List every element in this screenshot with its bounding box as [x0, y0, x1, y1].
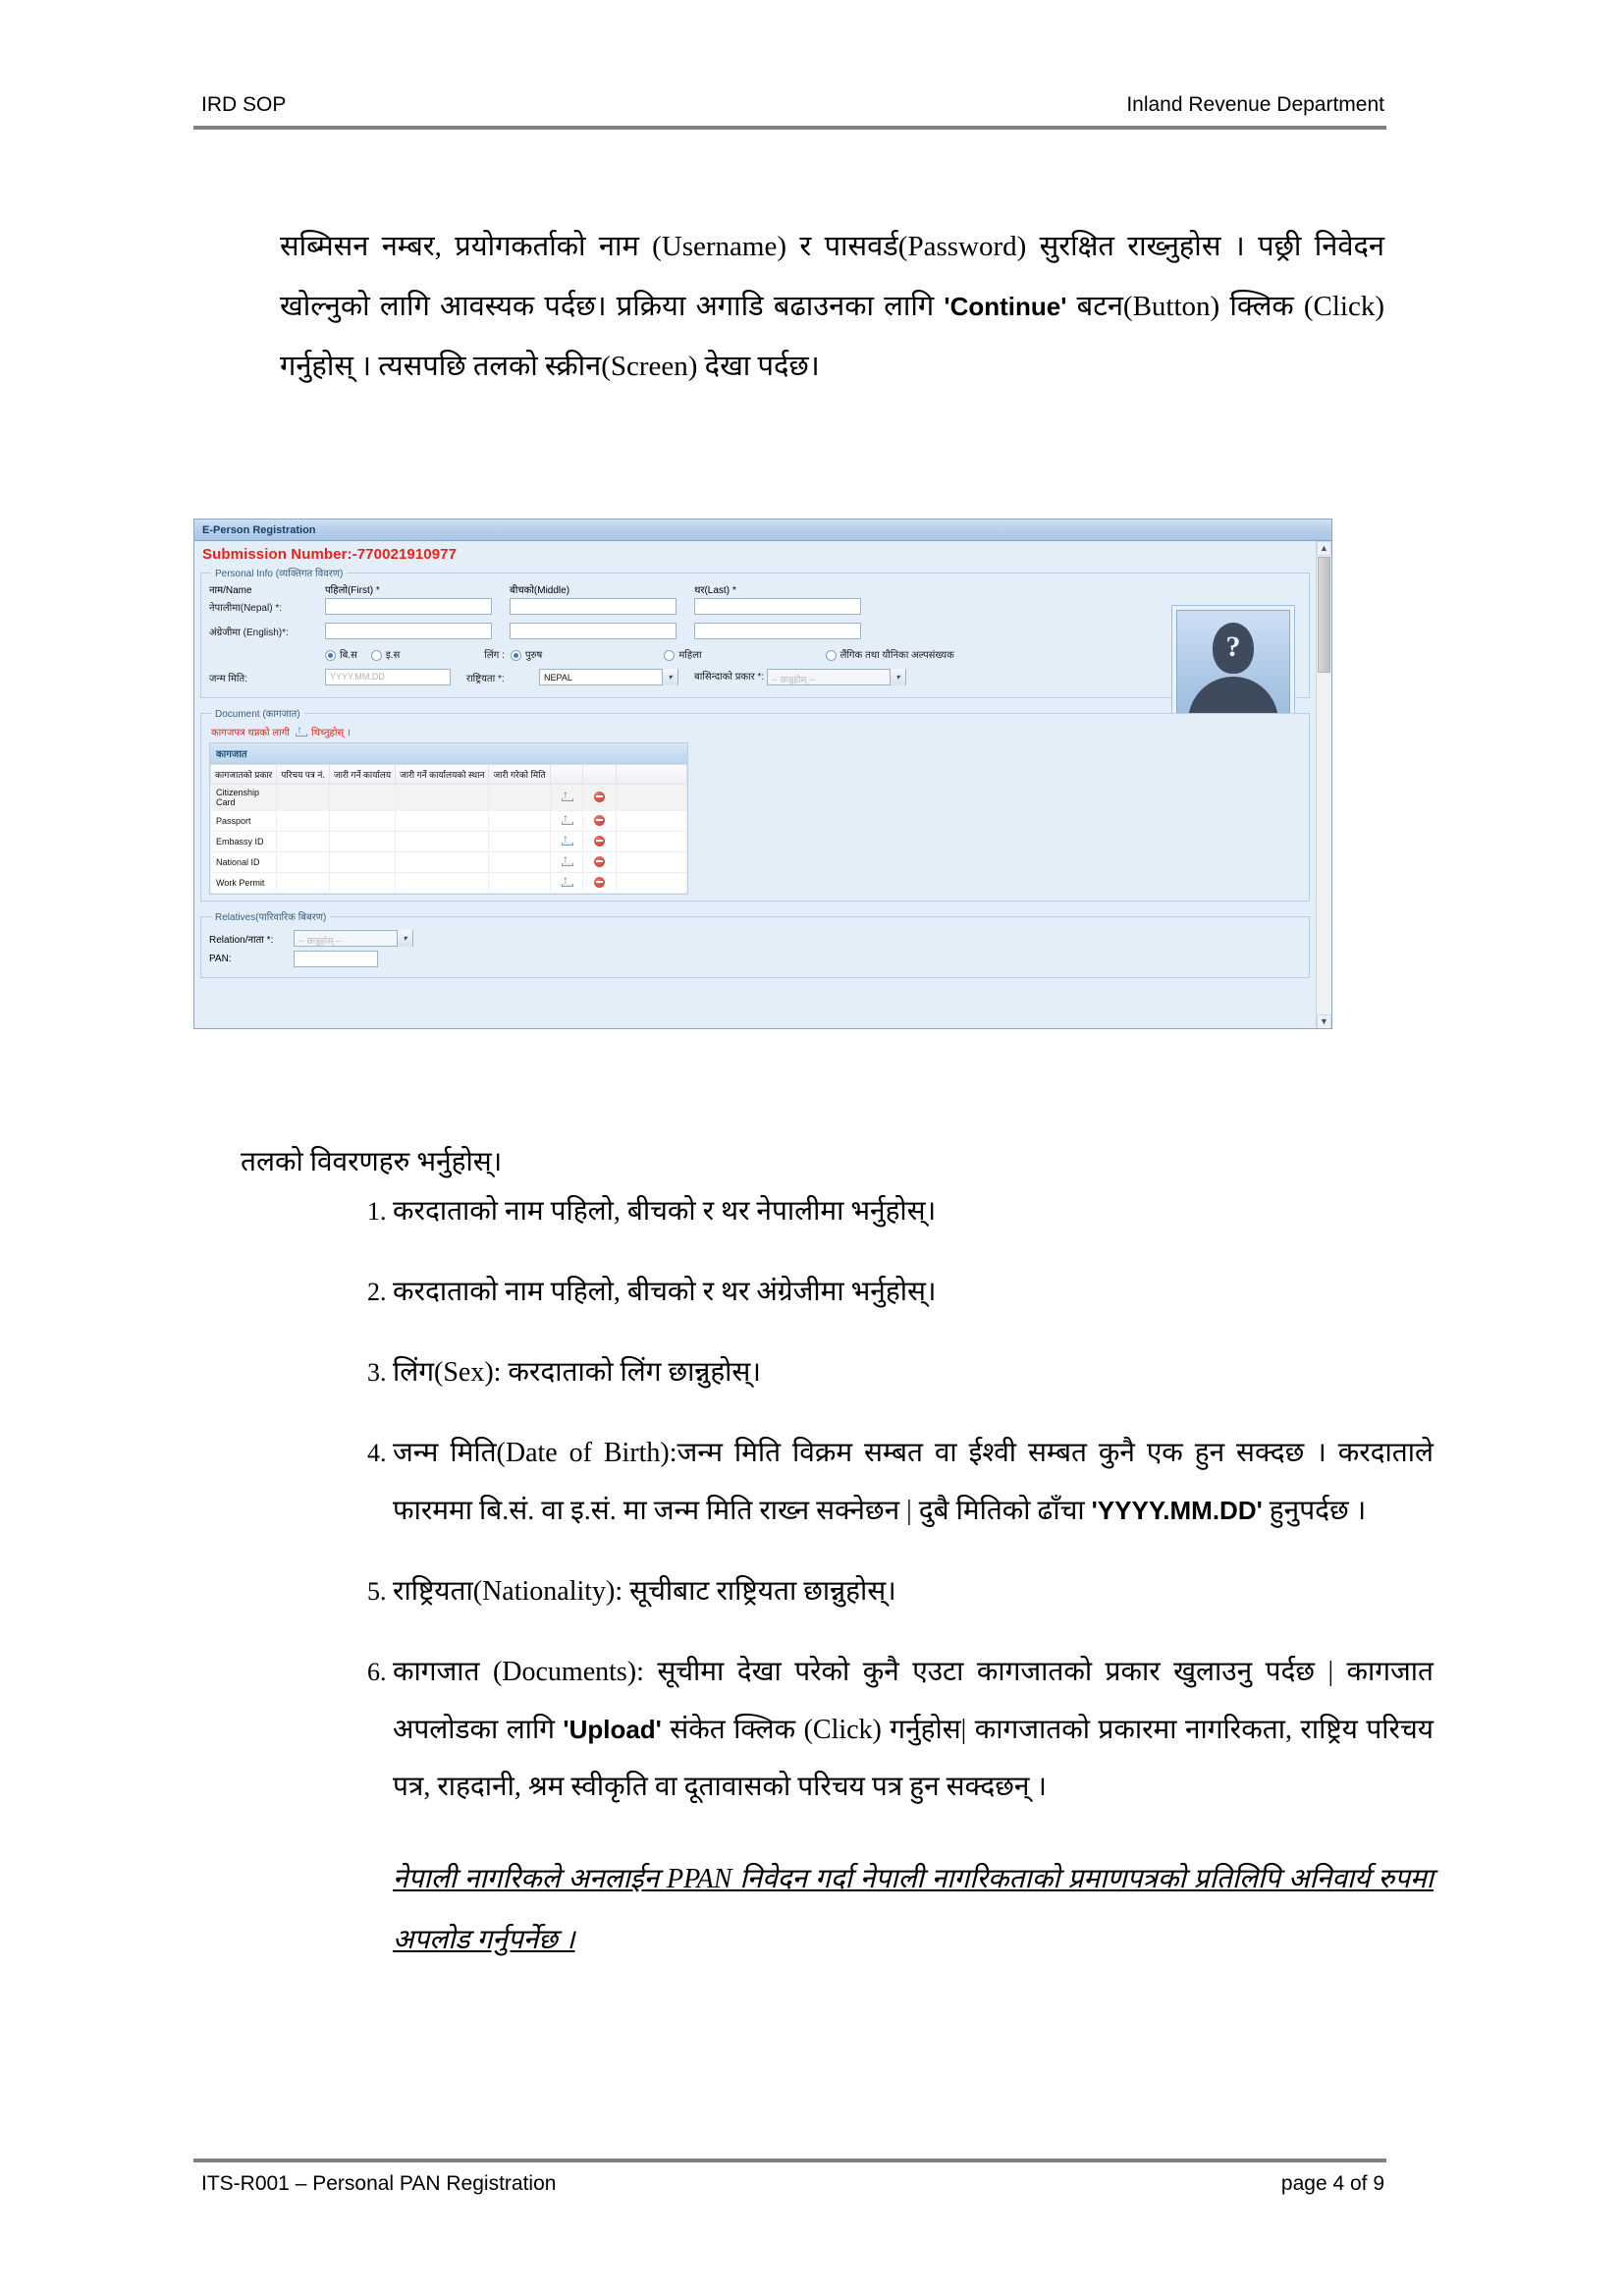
step-1-text: करदाताको नाम पहिलो, बीचको र थर नेपालीमा भर्नुहोस्।: [393, 1196, 937, 1227]
pan-row: [209, 951, 1301, 967]
row-spacer-cell: [616, 873, 686, 894]
app-content-area: [194, 541, 1316, 1029]
header-rule: [193, 126, 1386, 130]
nepali-middle-name-input[interactable]: [510, 598, 677, 615]
issuing-office-cell[interactable]: [329, 811, 395, 832]
step-6-upload-emphasis: 'Upload': [563, 1715, 662, 1744]
column-header-spacer: [616, 765, 686, 785]
upload-note-text-a: कागजपत्र थप्नको लागी: [211, 728, 291, 738]
app-screenshot: [193, 519, 1332, 1029]
list-item: [393, 1264, 1434, 1321]
issuing-place-cell[interactable]: [396, 832, 489, 852]
document-table-body: [211, 785, 687, 894]
column-header-upload: [550, 765, 583, 785]
intro-text-part2: बटन(Button) क्लिक (Click) गर्नुहोस् । त्यसपछि तलको स्क्रीन(Screen) देखा पर्दछ।: [280, 291, 1384, 382]
row-upload-cell[interactable]: [550, 873, 583, 894]
document-table-header-row: [211, 765, 687, 785]
issue-date-cell[interactable]: [489, 832, 550, 852]
upload-icon[interactable]: [561, 814, 572, 826]
question-mark-glyph: ?: [1225, 630, 1241, 663]
list-item: [393, 1644, 1434, 1971]
upload-icon[interactable]: [561, 791, 572, 802]
radio-selected-icon: [325, 650, 336, 661]
list-item: [393, 1183, 1434, 1240]
step-4-text-b: हुनुपर्दछ ।: [1262, 1496, 1367, 1526]
id-number-cell[interactable]: [277, 852, 330, 873]
row-spacer-cell: [616, 785, 686, 811]
issuing-office-cell[interactable]: [329, 852, 395, 873]
column-header-issuing-office: जारी गर्ने कार्यालय: [329, 765, 395, 785]
document-upload-note: [211, 725, 1301, 738]
continue-button-mention: 'Continue': [944, 292, 1067, 321]
footer-left-text: ITS-R001 – Personal PAN Registration: [201, 2172, 557, 2195]
issuing-place-cell[interactable]: [396, 811, 489, 832]
row-spacer-cell: [616, 832, 686, 852]
first-name-header: पहिलो(First) *: [325, 585, 380, 596]
intro-paragraph: [280, 217, 1384, 397]
sex-female-label: महिला: [678, 650, 702, 661]
step-6-text-a: कागजात (Documents): सूचीमा देखा परेको कुनै एउटा कागजातको प्रकार खुलाउनु पर्दछ | कागजात अपलोडका लागि: [393, 1657, 1434, 1745]
radio-empty-icon: [826, 650, 837, 661]
table-row[interactable]: [211, 852, 687, 873]
issue-date-cell[interactable]: [489, 852, 550, 873]
header-right-text: Inland Revenue Department: [1126, 93, 1384, 116]
row-upload-cell[interactable]: [550, 832, 583, 852]
instructions-lead: तलको विवरणहरु भर्नुहोस्।: [241, 1147, 503, 1177]
name-row-label: नाम/Name: [209, 585, 252, 596]
issue-date-cell[interactable]: [489, 785, 550, 811]
issuing-office-cell[interactable]: [329, 785, 395, 811]
table-row[interactable]: [211, 832, 687, 852]
nationality-select[interactable]: [539, 669, 678, 685]
id-number-cell[interactable]: [277, 811, 330, 832]
nationality-value: NEPAL: [544, 673, 572, 683]
english-name-label: अंग्रेजीमा (English)*:: [209, 627, 289, 638]
upload-icon[interactable]: [561, 855, 572, 867]
dob-input[interactable]: YYYY.MM.DD: [325, 669, 451, 685]
middle-name-header: बीचको(Middle): [510, 585, 570, 596]
nepali-first-name-input[interactable]: [325, 598, 492, 615]
calendar-ad-label: इ.स: [385, 650, 401, 661]
column-header-delete: [583, 765, 616, 785]
chevron-down-icon: ▾: [890, 669, 905, 685]
row-spacer-cell: [616, 811, 686, 832]
table-row[interactable]: [211, 785, 687, 811]
app-window-title: E-Person Registration: [194, 519, 1331, 541]
step-2-text: करदाताको नाम पहिलो, बीचको र थर अंग्रेजीमा भर्नुहोस्।: [393, 1277, 937, 1307]
column-header-issuing-place: जारी गर्ने कार्यालयको स्थान: [396, 765, 489, 785]
id-number-cell[interactable]: [277, 832, 330, 852]
english-name-row: [209, 623, 1301, 639]
list-item: [393, 1344, 1434, 1401]
english-first-name-input[interactable]: [325, 623, 492, 639]
document-group: [200, 706, 1310, 902]
sex-male-radio[interactable]: [511, 647, 542, 661]
id-number-cell[interactable]: [277, 873, 330, 894]
doc-type-cell: Passport: [211, 811, 277, 832]
chevron-down-icon: ▾: [397, 930, 412, 947]
doc-type-cell: National ID: [211, 852, 277, 873]
issue-date-cell[interactable]: [489, 873, 550, 894]
upload-icon[interactable]: [561, 835, 572, 847]
sex-other-label: लैंगिक तथा यौनिका अल्पसंख्यक: [839, 650, 954, 661]
last-name-header: थर(Last) *: [694, 585, 736, 596]
step-6-text-b: संकेत क्लिक (Click) गर्नुहोस| कागजातको प्रकारमा नागरिकता, राष्ट्रिय परिचय पत्र, राहदानी, श्रम स्वीकृति वा दूतावासको परिचय पत्र हुन सक्दछन् ।: [393, 1715, 1434, 1802]
nepali-name-row: [209, 598, 1301, 615]
issuing-place-cell[interactable]: [396, 873, 489, 894]
relation-value: -- छान्नुहोस् --: [298, 936, 342, 946]
radio-empty-icon: [371, 650, 382, 661]
issuing-place-cell[interactable]: [396, 852, 489, 873]
resident-type-label: बासिन्दाको प्रकार *:: [694, 671, 765, 683]
running-header: [201, 93, 1384, 117]
radio-empty-icon: [664, 650, 675, 661]
calendar-bs-label: बि.स: [340, 650, 357, 661]
step-4-text-a: जन्म मिति(Date of Birth):जन्म मिति विक्रम सम्बत वा ईश्वी सम्बत कुनै एक हुन सक्दछ । करदाताले फारममा बि.सं. वा इ.सं. मा जन्म मिति राख्न सक्नेछन | दुबै मितिको ढाँचा: [393, 1438, 1434, 1526]
step-5-text: राष्ट्रियता(Nationality): सूचीबाट राष्ट्रियता छान्नुहोस्।: [393, 1576, 896, 1607]
row-upload-cell[interactable]: [550, 811, 583, 832]
chevron-down-icon: ▾: [662, 669, 677, 685]
resident-type-select[interactable]: [767, 669, 906, 685]
sex-label: लिंग :: [484, 650, 505, 661]
document-table: [210, 764, 687, 894]
step-3-text: लिंग(Sex): करदाताको लिंग छान्नुहोस्।: [393, 1357, 761, 1388]
doc-type-cell: Embassy ID: [211, 832, 277, 852]
nationality-label: राष्ट्रियता *:: [466, 673, 505, 684]
relation-label: Relation/नाता *:: [209, 934, 274, 946]
calendar-ad-radio[interactable]: [371, 647, 400, 661]
mandatory-upload-note: नेपाली नागरिकले अनलाईन PPAN निवेदन गर्दा नेपाली नागरिकताको प्रमाणपत्रको प्रतिलिपि अनिवार्य रुपमा अपलोड गर्नुपर्नेछ ।: [393, 1864, 1434, 1955]
personal-info-group: [200, 566, 1310, 698]
sex-female-radio[interactable]: [664, 647, 701, 661]
delete-icon[interactable]: [594, 815, 605, 826]
nepali-last-name-input[interactable]: [694, 598, 861, 615]
header-left-text: IRD SOP: [201, 93, 287, 116]
sex-male-label: पुरुष: [524, 650, 543, 661]
row-delete-cell[interactable]: [583, 873, 616, 894]
english-middle-name-input[interactable]: [510, 623, 677, 639]
row-upload-cell[interactable]: [550, 785, 583, 811]
column-header-doc-type: कागजातको प्रकार: [211, 765, 277, 785]
column-header-id-number: परिचय पत्र नं.: [277, 765, 330, 785]
doc-type-cell: Citizenship Card: [211, 785, 277, 811]
document-legend: Document (कागजात): [215, 709, 300, 720]
dob-label: जन्म मिति:: [209, 673, 247, 684]
issue-date-cell[interactable]: [489, 811, 550, 832]
scroll-down-icon[interactable]: ▼: [1317, 1014, 1331, 1029]
row-spacer-cell: [616, 852, 686, 873]
english-last-name-input[interactable]: [694, 623, 861, 639]
upload-note-text-b: थिच्नुहोस् ।: [311, 728, 351, 738]
running-footer: [201, 2172, 1384, 2196]
row-delete-cell[interactable]: [583, 811, 616, 832]
instruction-list: [339, 1183, 1434, 1995]
row-delete-cell[interactable]: [583, 832, 616, 852]
upload-icon[interactable]: [561, 876, 572, 888]
nepali-name-label: नेपालीमा(Nepal) *:: [209, 602, 282, 614]
document-table-wrapper: [209, 742, 688, 895]
row-delete-cell[interactable]: [583, 785, 616, 811]
footer-right-text: page 4 of 9: [1280, 2172, 1384, 2195]
resident-type-value: -- छान्नुहोस् --: [772, 675, 815, 684]
relatives-group: [200, 909, 1310, 978]
table-row[interactable]: [211, 873, 687, 894]
delete-icon[interactable]: [594, 792, 605, 802]
list-item: [393, 1563, 1434, 1620]
delete-icon[interactable]: [594, 877, 605, 888]
issuing-office-cell[interactable]: [329, 832, 395, 852]
upload-icon[interactable]: [295, 726, 306, 738]
calendar-bs-radio[interactable]: [325, 647, 357, 661]
pan-label: PAN:: [209, 954, 232, 964]
dob-nationality-row: [209, 669, 1301, 685]
app-window-body: [194, 541, 1331, 1029]
submission-number: Submission Number:-770021910977: [202, 546, 458, 563]
footer-rule: [193, 2159, 1386, 2162]
radio-selected-icon: [511, 650, 521, 661]
step-4-format-emphasis: 'YYYY.MM.DD': [1091, 1496, 1263, 1525]
personal-info-legend: Personal Info (व्यक्तिगत विवरण): [215, 569, 344, 579]
column-header-issue-date: जारी गरेको मिति: [489, 765, 550, 785]
issuing-office-cell[interactable]: [329, 873, 395, 894]
scroll-up-icon[interactable]: ▲: [1317, 541, 1331, 556]
vertical-scrollbar[interactable]: [1316, 541, 1331, 1029]
intro-text-part1: सब्मिसन नम्बर, प्रयोगकर्ताको नाम (Username) र पासवर्ड(Password) सुरक्षित राख्नुहोस । पछ्री निवेदन खोल्नुको लागि आवस्यक पर्दछ। प्रक्रिया अगाडि बढाउनका लागि: [280, 231, 1384, 322]
delete-icon[interactable]: [594, 856, 605, 867]
doc-type-cell: Work Permit: [211, 873, 277, 894]
relation-row: [209, 930, 1301, 947]
name-column-headers: [209, 582, 1301, 596]
row-upload-cell[interactable]: [550, 852, 583, 873]
sex-other-radio[interactable]: [826, 647, 954, 661]
document-table-caption: कागजात: [210, 743, 687, 764]
row-delete-cell[interactable]: [583, 852, 616, 873]
table-row[interactable]: [211, 811, 687, 832]
pan-input[interactable]: [294, 951, 378, 967]
id-number-cell[interactable]: [277, 785, 330, 811]
delete-icon[interactable]: [594, 836, 605, 847]
relatives-legend: Relatives(पारिवारिक बिबरण): [215, 912, 327, 923]
scrollbar-thumb[interactable]: [1318, 557, 1330, 673]
issuing-place-cell[interactable]: [396, 785, 489, 811]
list-item: [393, 1425, 1434, 1540]
calendar-and-sex-row: [209, 647, 1301, 661]
relation-select[interactable]: [294, 930, 413, 947]
